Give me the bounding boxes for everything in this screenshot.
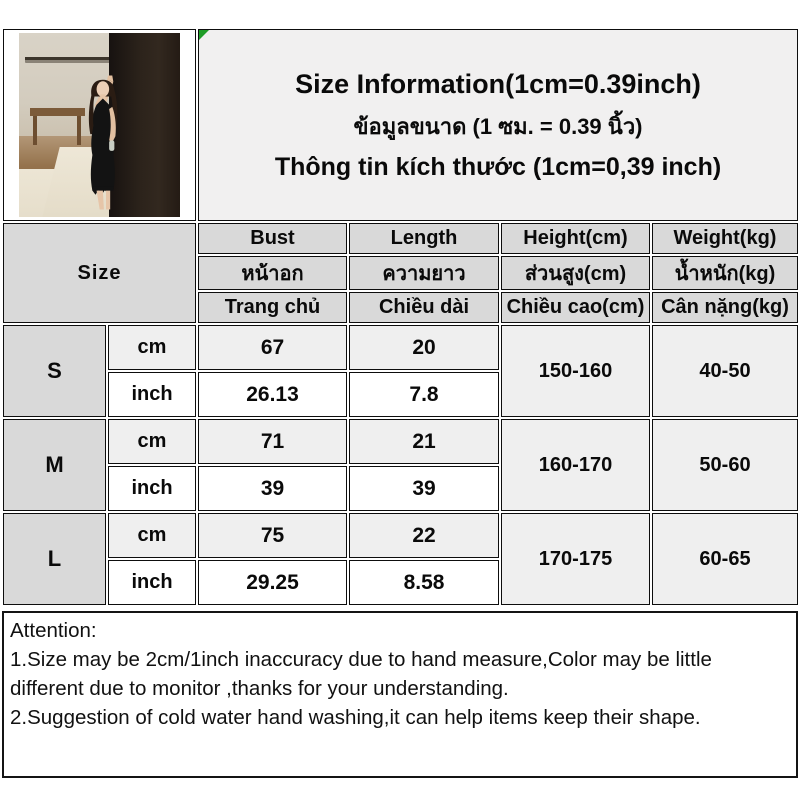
product-photo-cell	[3, 29, 196, 221]
row-m-cm	[3, 419, 798, 464]
row-l-cm	[3, 513, 798, 558]
unit-cm-label: cm	[108, 513, 196, 558]
m-length-inch: 39	[349, 466, 499, 511]
header-bust-th: หน้าอก	[198, 256, 347, 290]
table-leg	[33, 116, 37, 145]
unit-inch-label: inch	[108, 560, 196, 605]
s-length-cm: 20	[349, 325, 499, 370]
size-cell-m: M	[3, 419, 106, 511]
header-row-english	[3, 223, 798, 254]
header-height-th: ส่วนสูง(cm)	[501, 256, 650, 290]
row-s-cm	[3, 325, 798, 370]
unit-cm-label: cm	[108, 419, 196, 464]
s-height: 150-160	[501, 325, 650, 417]
s-bust-cm: 67	[198, 325, 347, 370]
header-length-th: ความยาว	[349, 256, 499, 290]
cell-corner-flag-icon	[198, 29, 211, 41]
title-thai: ข้อมูลขนาด (1 ซม. = 0.39 นิ้ว)	[353, 113, 643, 139]
m-bust-cm: 71	[198, 419, 347, 464]
header-bust-vi: Trang chủ	[198, 292, 347, 323]
header-height-vi: Chiều cao(cm)	[501, 292, 650, 323]
s-bust-inch: 26.13	[198, 372, 347, 417]
m-weight: 50-60	[652, 419, 798, 511]
size-chart-sheet	[1, 27, 800, 778]
header-weight-th: น้ำหนัก(kg)	[652, 256, 798, 290]
header-length-vi: Chiều dài	[349, 292, 499, 323]
l-length-cm: 22	[349, 513, 499, 558]
title-block	[199, 30, 797, 220]
attention-note-2: 2.Suggestion of cold water hand washing,it can help items keep their shape.	[10, 706, 701, 730]
title-english: Size Information(1cm=0.39inch)	[295, 68, 701, 99]
model-silhouette	[61, 66, 145, 217]
header-weight-en: Weight(kg)	[652, 223, 798, 254]
size-cell-l: L	[3, 513, 106, 605]
header-bust-en: Bust	[198, 223, 347, 254]
l-bust-cm: 75	[198, 513, 347, 558]
title-cell	[198, 29, 798, 221]
top-row	[3, 29, 798, 221]
unit-inch-label: inch	[108, 372, 196, 417]
m-height: 160-170	[501, 419, 650, 511]
title-vietnamese: Thông tin kích thước (1cm=0,39 inch)	[274, 152, 722, 181]
header-length-en: Length	[349, 223, 499, 254]
unit-cm-label: cm	[108, 325, 196, 370]
attention-box	[2, 611, 798, 778]
l-weight: 60-65	[652, 513, 798, 605]
curtain-rod-shadow	[25, 57, 112, 60]
header-weight-vi: Cân nặng(kg)	[652, 292, 798, 323]
l-length-inch: 8.58	[349, 560, 499, 605]
l-height: 170-175	[501, 513, 650, 605]
header-height-en: Height(cm)	[501, 223, 650, 254]
size-cell-s: S	[3, 325, 106, 417]
size-header-cell: Size	[3, 223, 196, 323]
product-photo	[19, 33, 180, 217]
s-weight: 40-50	[652, 325, 798, 417]
s-length-inch: 7.8	[349, 372, 499, 417]
m-length-cm: 21	[349, 419, 499, 464]
l-bust-inch: 29.25	[198, 560, 347, 605]
attention-heading: Attention:	[10, 619, 97, 642]
unit-inch-label: inch	[108, 466, 196, 511]
size-table	[1, 27, 800, 607]
m-bust-inch: 39	[198, 466, 347, 511]
attention-note-1: 1.Size may be 2cm/1inch inaccuracy due to hand measure,Color may be little different due to monitor ,thanks for your understanding.	[10, 648, 712, 701]
